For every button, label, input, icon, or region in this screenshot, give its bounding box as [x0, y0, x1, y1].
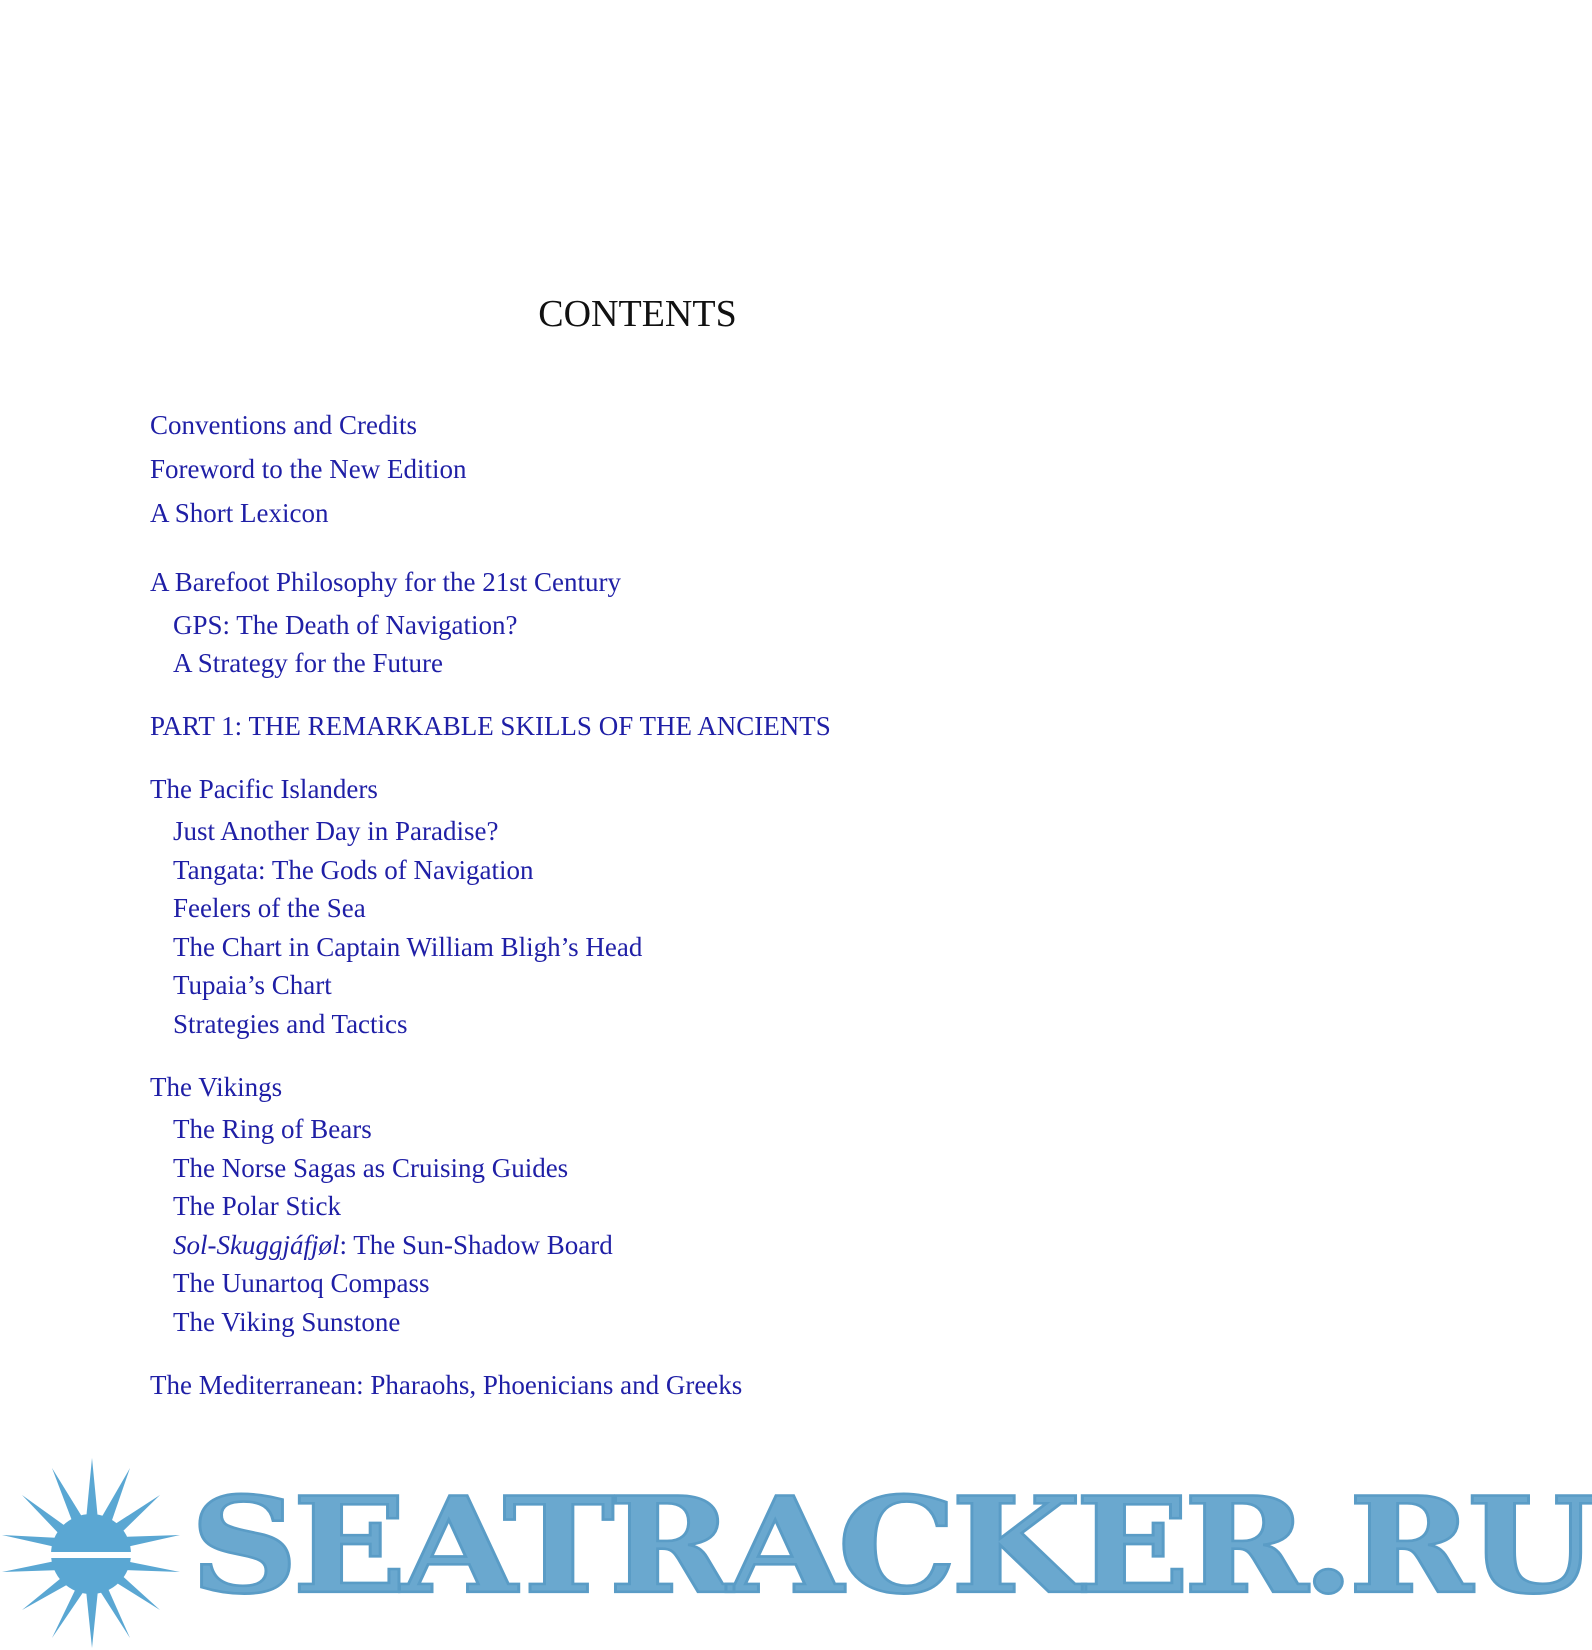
toc-link-chart-bligh[interactable]: The Chart in Captain William Bligh’s Head [173, 932, 643, 962]
toc-link-label: : The Sun-Shadow Board [339, 1230, 613, 1260]
toc-link-vikings[interactable]: The Vikings [150, 1072, 283, 1102]
toc-link-tangata[interactable]: Tangata: The Gods of Navigation [173, 855, 534, 885]
toc-link-viking-sunstone[interactable]: The Viking Sunstone [173, 1307, 401, 1337]
toc-link-feelers-of-the-sea[interactable]: Feelers of the Sea [173, 893, 366, 923]
toc-link-uunartoq-compass[interactable]: The Uunartoq Compass [173, 1268, 430, 1298]
toc-link-short-lexicon[interactable]: A Short Lexicon [150, 498, 329, 528]
italic-term: Sol-Skuggjáfjøl [173, 1230, 340, 1260]
toc-link-mediterranean[interactable]: The Mediterranean: Pharaohs, Phoenicians and Greeks [150, 1370, 743, 1400]
toc-link-foreword[interactable]: Foreword to the New Edition [150, 454, 467, 484]
toc-link-pacific-islanders[interactable]: The Pacific Islanders [150, 774, 378, 804]
page-title: CONTENTS [538, 293, 737, 335]
toc-link-barefoot-philosophy[interactable]: A Barefoot Philosophy for the 21st Century [150, 567, 621, 597]
toc-link-ring-of-bears[interactable]: The Ring of Bears [173, 1114, 372, 1144]
toc-link-norse-sagas[interactable]: The Norse Sagas as Cruising Guides [173, 1153, 569, 1183]
toc-link-another-day-in-paradise[interactable]: Just Another Day in Paradise? [173, 816, 499, 846]
toc-link-sun-shadow-board[interactable] [173, 1232, 613, 1259]
toc-link-gps-death-of-navigation[interactable]: GPS: The Death of Navigation? [173, 610, 518, 640]
sun-icon [0, 1440, 185, 1650]
toc-link-tupaias-chart[interactable]: Tupaia’s Chart [173, 970, 332, 1000]
toc-link-conventions-and-credits[interactable]: Conventions and Credits [150, 410, 417, 440]
toc-link-strategy-for-future[interactable]: A Strategy for the Future [173, 648, 443, 678]
toc-link-part-1[interactable]: PART 1: THE REMARKABLE SKILLS OF THE ANCIENTS [150, 711, 831, 741]
watermark-text: SEATRACKER.RU [190, 1468, 1592, 1624]
toc-link-polar-stick[interactable]: The Polar Stick [173, 1191, 341, 1221]
toc-link-strategies-and-tactics[interactable]: Strategies and Tactics [173, 1009, 408, 1039]
watermark [0, 1440, 1592, 1650]
